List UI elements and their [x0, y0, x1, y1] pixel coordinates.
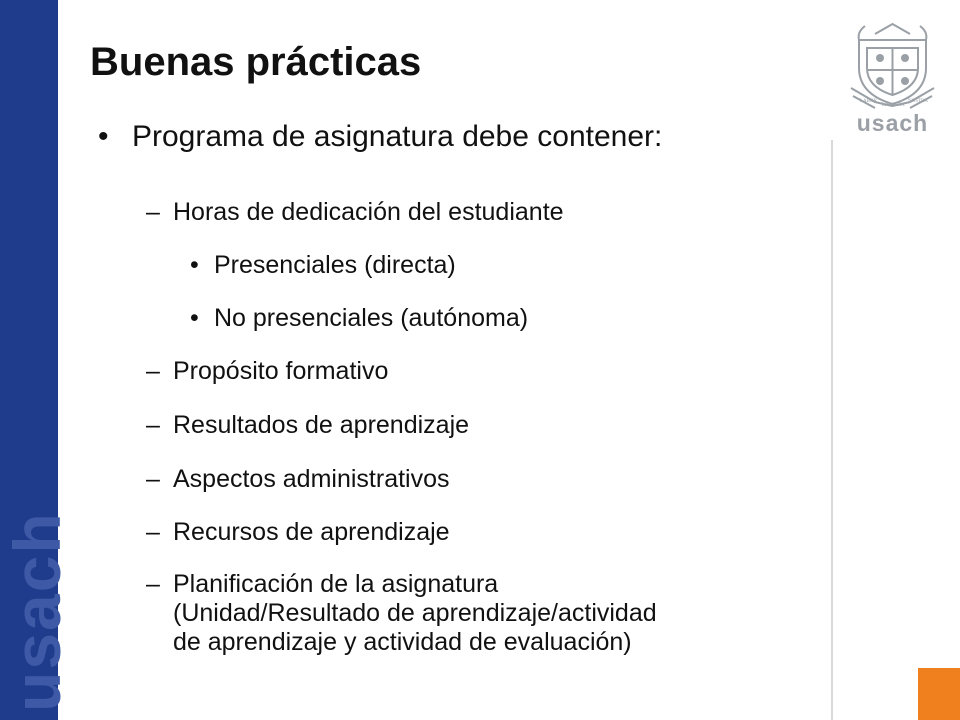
left-sidebar-band: [0, 0, 74, 720]
list-item: [146, 518, 450, 547]
sidebar-brand-text: usach: [0, 511, 74, 712]
dash-marker: –: [146, 570, 160, 598]
list-item: [146, 570, 657, 657]
list-item: [146, 357, 388, 386]
sub-list-item: [190, 251, 456, 280]
slide-title: Buenas prácticas: [90, 40, 422, 84]
dash-marker: –: [146, 198, 160, 226]
multiline-item-text: [173, 570, 657, 657]
dash-marker: –: [146, 411, 160, 439]
motto-word-2: LAETITIA: [882, 103, 905, 108]
list-item-text: Aspectos administrativos: [173, 465, 450, 493]
sub-list-item: [190, 304, 528, 333]
list-item-text: Resultados de aprendizaje: [173, 411, 470, 439]
sub-list-item-text: No presenciales (autónoma): [214, 304, 529, 332]
sub-list-item-text: Presenciales (directa): [214, 251, 456, 279]
university-logo: [845, 18, 940, 143]
list-item-text: Recursos de aprendizaje: [173, 518, 450, 546]
main-bullet-item: [98, 118, 662, 156]
dash-marker: –: [146, 465, 160, 493]
dash-marker: –: [146, 357, 160, 385]
motto-word-1: LABOR: [860, 99, 877, 104]
main-bullet-text: Programa de asignatura debe contener:: [132, 120, 663, 153]
motto-word-3: NOSTRA: [908, 99, 929, 104]
bullet-marker: •: [98, 120, 109, 153]
dash-marker: –: [146, 518, 160, 546]
list-item-text-line: Planificación de la asignatura: [173, 570, 499, 598]
list-item-text: Propósito formativo: [173, 357, 389, 385]
list-item: [146, 198, 564, 227]
list-item-text: Horas de dedicación del estudiante: [173, 198, 564, 226]
bullet-marker: •: [190, 251, 199, 279]
list-item-text-line: de aprendizaje y actividad de evaluación): [173, 628, 632, 656]
orange-accent-block: [918, 668, 960, 720]
list-item-text-line: (Unidad/Resultado de aprendizaje/actividad: [173, 599, 657, 627]
bullet-marker: •: [190, 304, 199, 332]
list-item: [146, 465, 450, 494]
vertical-divider: [831, 140, 833, 720]
list-item: [146, 411, 469, 440]
logo-wordmark: usach: [856, 110, 929, 136]
coat-of-arms-icon: [845, 18, 940, 110]
